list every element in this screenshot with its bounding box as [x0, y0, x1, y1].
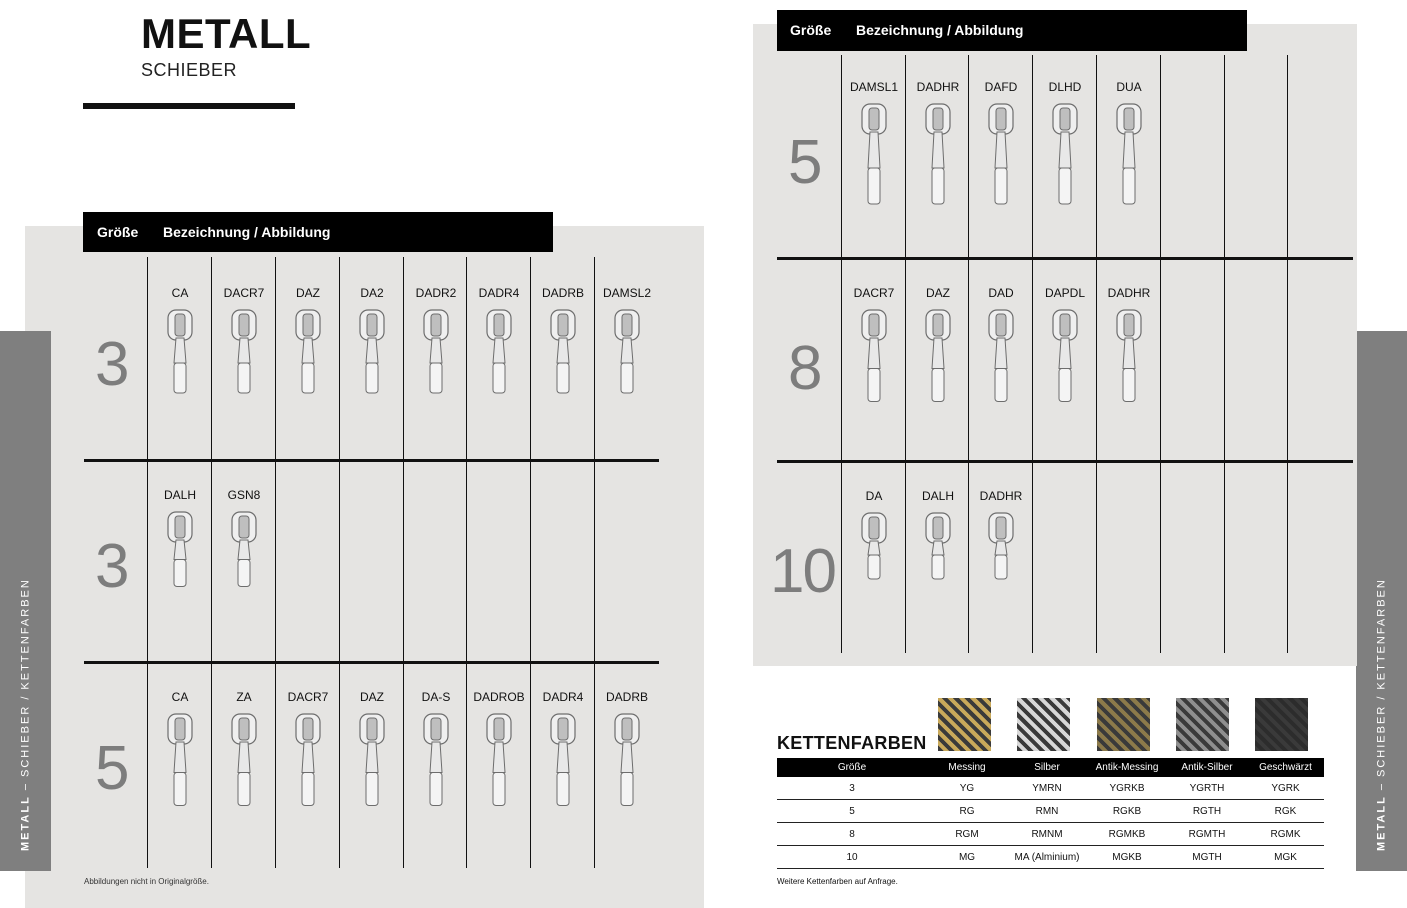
slider-code-label: CA: [171, 286, 189, 300]
size-number: 5: [95, 734, 128, 803]
slider-illustration-icon: [471, 308, 527, 408]
slider-code-label: DALH: [921, 489, 954, 503]
table-cell: RG: [927, 800, 1007, 823]
chain-swatch: [1097, 698, 1150, 751]
slider-illustration-icon: [973, 511, 1029, 591]
size-number: 3: [95, 532, 128, 601]
slider-illustration-icon: [599, 308, 655, 408]
kettenfarben-column-header: Silber: [1007, 758, 1087, 777]
slider-illustration-icon: [471, 712, 527, 822]
chain-swatch: [1017, 698, 1070, 751]
slider-code-label: DADHR: [916, 80, 960, 94]
slider-illustration-icon: [910, 308, 966, 418]
side-tab-bold-right: METALL: [1375, 795, 1388, 851]
table-row: [777, 777, 1324, 800]
footnote: Abbildungen nicht in Originalgröße.: [84, 877, 209, 886]
slider-code-label: DAFD: [984, 80, 1018, 94]
kettenfarben-column-header: Antik-Messing: [1087, 758, 1167, 777]
slider-illustration-icon: [280, 308, 336, 408]
table-cell: RGMK: [1247, 823, 1324, 846]
page-title: METALL: [141, 10, 312, 57]
slider-code-label: DALH: [163, 488, 196, 502]
slider-code-label: DAZ: [360, 690, 384, 704]
grid-column-line: [1287, 55, 1288, 653]
table-cell: MGKB: [1087, 846, 1167, 869]
slider-code-label: DADHR: [979, 489, 1023, 503]
slider-code-label: DLHD: [1048, 80, 1082, 94]
kettenfarben-body: [777, 777, 1324, 869]
header-designation-label: Bezeichnung / Abbildung: [163, 224, 331, 240]
table-cell: 10: [777, 846, 927, 869]
slider-code-label: DAD: [988, 286, 1014, 300]
row-separator: [777, 460, 1353, 463]
side-tab-bold: METALL: [19, 795, 32, 851]
table-cell: YGRKB: [1087, 777, 1167, 800]
table-cell: RGKB: [1087, 800, 1167, 823]
table-row: [777, 800, 1324, 823]
slider-code-label: CA: [171, 690, 189, 704]
right-table-header: [777, 10, 1247, 51]
slider-code-label: ZA: [236, 690, 252, 704]
page-subtitle: SCHIEBER: [141, 60, 238, 80]
slider-illustration-icon: [152, 308, 208, 408]
grid-column-line: [1032, 55, 1033, 653]
slider-code-label: DAMSL2: [602, 286, 652, 300]
header-size-label-right: Größe: [790, 22, 832, 38]
chain-swatch: [1176, 698, 1229, 751]
slider-illustration-icon: [846, 308, 902, 418]
size-number: 5: [788, 128, 821, 197]
slider-code-label: DACR7: [287, 690, 329, 704]
slider-illustration-icon: [280, 712, 336, 822]
side-tab-rest: – SCHIEBER / KETTENFARBEN: [19, 578, 32, 796]
slider-illustration-icon: [599, 712, 655, 822]
slider-code-label: DACR7: [853, 286, 895, 300]
slider-illustration-icon: [1101, 102, 1157, 222]
grid-column-line: [1160, 55, 1161, 653]
slider-illustration-icon: [910, 511, 966, 591]
table-cell: YMRN: [1007, 777, 1087, 800]
slider-code-label: DAZ: [926, 286, 950, 300]
grid-column-line: [339, 257, 340, 868]
grid-column-line: [211, 257, 212, 868]
size-number: 3: [95, 330, 128, 399]
header-designation-label-right: Bezeichnung / Abbildung: [856, 22, 1024, 38]
size-number: 10: [770, 537, 835, 606]
slider-illustration-icon: [344, 308, 400, 408]
table-cell: MA (Alminium): [1007, 846, 1087, 869]
slider-code-label: DADHR: [1107, 286, 1151, 300]
grid-column-line: [275, 257, 276, 868]
kettenfarben-column-header: Messing: [927, 758, 1007, 777]
kettenfarben-column-header: Antik-Silber: [1167, 758, 1247, 777]
row-separator: [84, 661, 659, 664]
row-separator: [777, 257, 1353, 260]
table-cell: RGM: [927, 823, 1007, 846]
table-cell: RMNM: [1007, 823, 1087, 846]
grid-column-line: [403, 257, 404, 868]
slider-illustration-icon: [1037, 308, 1093, 418]
table-row: [777, 823, 1324, 846]
kettenfarben-header-row: [777, 758, 1324, 777]
grid-column-line: [594, 257, 595, 868]
grid-column-line: [905, 55, 906, 653]
kettenfarben-title: KETTENFARBEN: [777, 733, 927, 753]
table-cell: RGMKB: [1087, 823, 1167, 846]
slider-code-label: DADR4: [478, 286, 520, 300]
table-cell: MGTH: [1167, 846, 1247, 869]
table-cell: YGRTH: [1167, 777, 1247, 800]
slider-code-label: DAPDL: [1044, 286, 1085, 300]
slider-illustration-icon: [216, 712, 272, 822]
slider-code-label: DADRB: [541, 286, 584, 300]
table-cell: YG: [927, 777, 1007, 800]
slider-code-label: DADROB: [473, 690, 525, 704]
grid-column-line: [1096, 55, 1097, 653]
kettenfarben-column-header: Geschwärzt: [1247, 758, 1324, 777]
grid-column-line: [147, 257, 148, 868]
slider-illustration-icon: [152, 712, 208, 822]
table-cell: 3: [777, 777, 927, 800]
slider-illustration-icon: [216, 510, 272, 600]
table-cell: RGK: [1247, 800, 1324, 823]
slider-code-label: DAMSL1: [849, 80, 899, 94]
slider-code-label: DUA: [1116, 80, 1142, 94]
grid-column-line: [1224, 55, 1225, 653]
row-separator: [84, 459, 659, 462]
table-cell: RGTH: [1167, 800, 1247, 823]
slider-illustration-icon: [1037, 102, 1093, 222]
slider-illustration-icon: [152, 510, 208, 600]
slider-illustration-icon: [535, 712, 591, 822]
chain-swatch: [1255, 698, 1308, 751]
slider-code-label: DAZ: [296, 286, 320, 300]
slider-code-label: DADRB: [605, 690, 648, 704]
slider-illustration-icon: [1101, 308, 1157, 418]
grid-column-line: [841, 55, 842, 653]
slider-code-label: DA: [865, 489, 883, 503]
slider-illustration-icon: [973, 102, 1029, 222]
header-size-label: Größe: [97, 224, 139, 240]
grid-column-line: [466, 257, 467, 868]
slider-code-label: DA-S: [421, 690, 451, 704]
table-cell: MG: [927, 846, 1007, 869]
slider-code-label: DADR2: [415, 286, 457, 300]
slider-code-label: GSN8: [227, 488, 261, 502]
title-underline: [83, 103, 295, 109]
side-tab-left: [0, 331, 51, 871]
slider-illustration-icon: [910, 102, 966, 222]
table-cell: MGK: [1247, 846, 1324, 869]
table-cell: RMN: [1007, 800, 1087, 823]
left-table-header: [83, 212, 553, 252]
slider-code-label: DA2: [360, 286, 384, 300]
size-number: 8: [788, 334, 821, 403]
grid-column-line: [968, 55, 969, 653]
slider-illustration-icon: [535, 308, 591, 408]
slider-illustration-icon: [216, 308, 272, 408]
table-cell: 5: [777, 800, 927, 823]
kettenfarben-note: Weitere Kettenfarben auf Anfrage.: [777, 877, 898, 886]
slider-illustration-icon: [408, 308, 464, 408]
slider-illustration-icon: [973, 308, 1029, 418]
side-tab-right: [1356, 331, 1407, 871]
grid-column-line: [530, 257, 531, 868]
slider-illustration-icon: [846, 511, 902, 591]
slider-illustration-icon: [846, 102, 902, 222]
table-cell: RGMTH: [1167, 823, 1247, 846]
kettenfarben-column-header: Größe: [777, 758, 927, 777]
table-cell: 8: [777, 823, 927, 846]
chain-swatch: [938, 698, 991, 751]
side-tab-rest-right: – SCHIEBER / KETTENFARBEN: [1375, 578, 1388, 796]
slider-code-label: DADR4: [542, 690, 584, 704]
kettenfarben-table: [777, 758, 1324, 869]
slider-illustration-icon: [344, 712, 400, 822]
table-cell: YGRK: [1247, 777, 1324, 800]
slider-illustration-icon: [408, 712, 464, 822]
slider-code-label: DACR7: [223, 286, 265, 300]
table-row: [777, 846, 1324, 869]
